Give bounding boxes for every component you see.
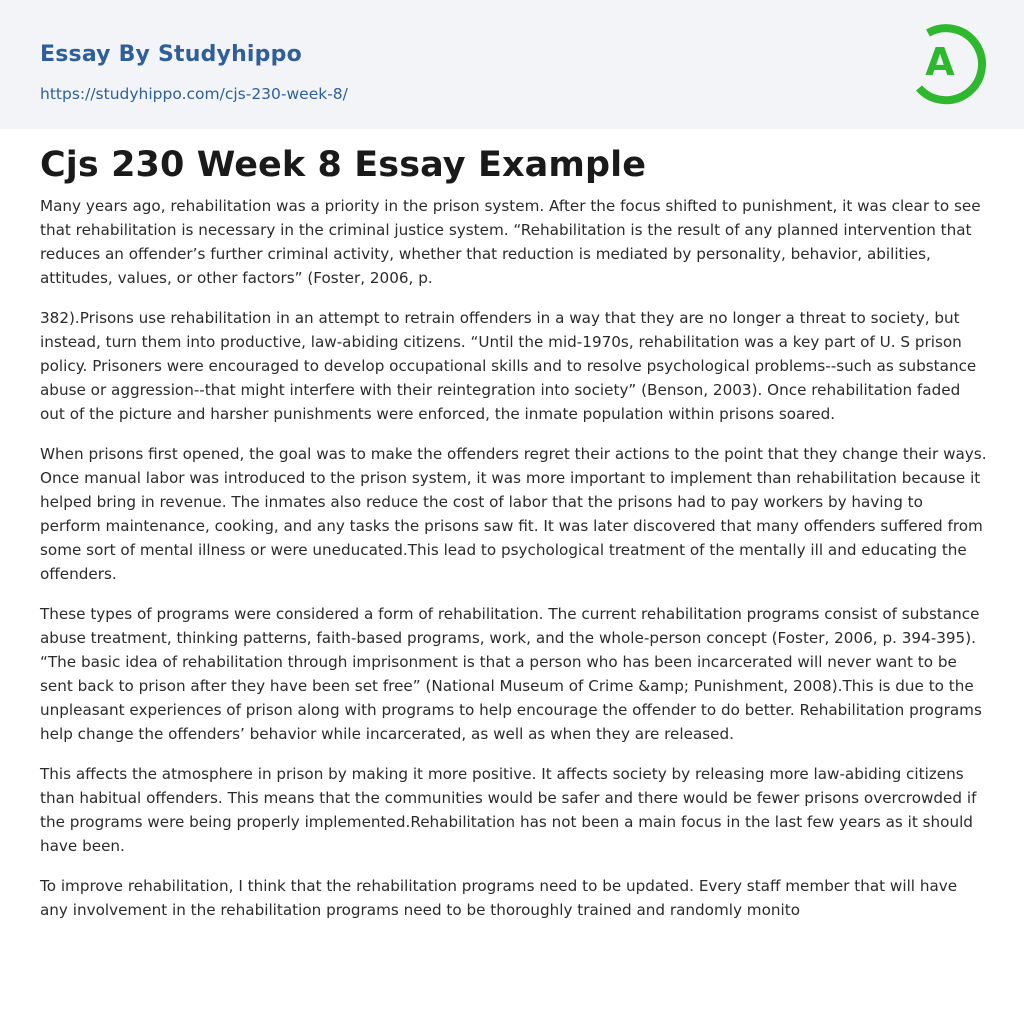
essay-paragraph: Many years ago, rehabilitation was a priority in the prison system. After the focus shifted to punishment, it was clear to see that rehabilitation is necessary in the criminal justice system. “Rehabilitation is the result of any planned intervention that reduces an offender’s further criminal activity, whether that reduction is mediated by personality, behavior, abilities, attitudes, values, or other factors” (Foster, 2006, p. xyxy=(40,197,981,287)
source-url-link[interactable]: https://studyhippo.com/cjs-230-week-8/ xyxy=(40,85,348,103)
essay-title: Cjs 230 Week 8 Essay Example xyxy=(40,145,647,185)
essay-paragraph: 382).Prisons use rehabilitation in an attempt to retrain offenders in a way that they are no longer a threat to society, but instead, turn them into productive, law-abiding citizens. “Until the mid-1970s, rehabilitation was a key part of U. S prison policy. Prisoners were encouraged to develop occupational skills and to resolve psychological problems--such as substance abuse or aggression--that might interfere with their reintegration into society” (Benson, 2003). Once rehabilitation faded out of the picture and harsher punishments were enforced, the inmate population within prisons soared. xyxy=(40,309,977,423)
essay-paragraph: These types of programs were considered a form of rehabilitation. The current rehabilitation programs consist of substance abuse treatment, thinking patterns, faith-based programs, work, and the whole-person concept (Foster, 2006, p. 394-395). “The basic idea of rehabilitation through imprisonment is that a person who has been incarcerated will never want to be sent back to prison after they have been set free” (National Museum of Crime &amp; Punishment, 2008).This is due to the unpleasant experiences of prison along with programs to help encourage the offender to do better. Rehabilitation programs help change the offenders’ behavior while incarcerated, as well as when they are released. xyxy=(40,605,982,743)
essay-paragraph: When prisons first opened, the goal was to make the offenders regret their actions to the point that they change their ways. Once manual labor was introduced to the prison system, it was more important to implement than rehabilitation because it helped bring in revenue. The inmates also reduce the cost of labor that the prisons had to pay workers by having to perform maintenance, cooking, and any tasks the prisons saw fit. It was later discovered that many offenders suffered from some sort of mental illness or were uneducated.This lead to psychological treatment of the mentally ill and educating the offenders. xyxy=(40,445,987,583)
page-header xyxy=(0,0,1024,129)
essay-paragraph: To improve rehabilitation, I think that the rehabilitation programs need to be updated. Every staff member that will have any involvement in the rehabilitation programs need to be thoroughly trained and randomly monito xyxy=(40,877,958,919)
logo-letter: A xyxy=(925,40,955,84)
essay-body xyxy=(40,194,988,938)
essay-paragraph: This affects the atmosphere in prison by making it more positive. It affects society by releasing more law-abiding citizens than habitual offenders. This means that the communities would be safer and there would be fewer prisons overcrowded if the programs were being properly implemented.Rehabilitation has not been a main focus in the last few years as it should have been. xyxy=(40,765,977,855)
brand-title[interactable]: Essay By Studyhippo xyxy=(40,42,302,67)
studyhippo-logo-icon[interactable] xyxy=(906,16,990,106)
